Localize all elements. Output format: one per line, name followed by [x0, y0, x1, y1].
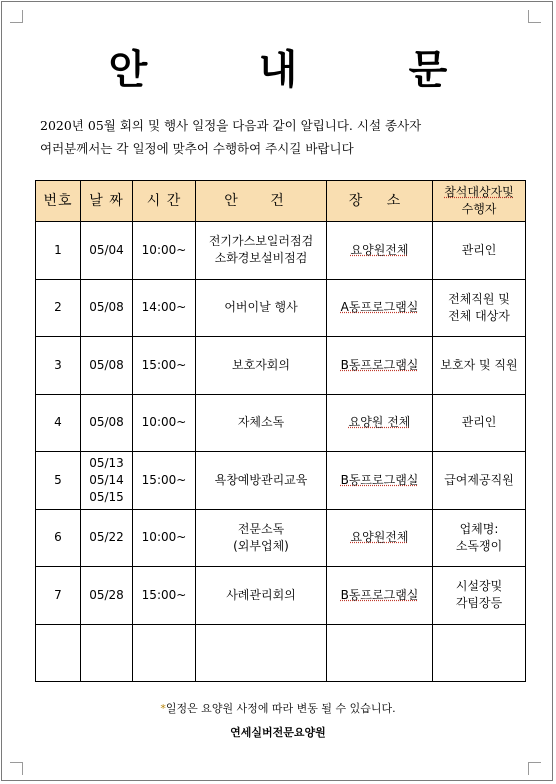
- cell-date: [81, 509, 133, 567]
- cell-attendee: [433, 279, 526, 337]
- cell-date: [81, 279, 133, 337]
- cell-time: 10:00~: [133, 222, 196, 280]
- cell-agenda: [196, 567, 327, 625]
- cell-no: 5: [36, 452, 81, 510]
- cell-date: [81, 624, 133, 682]
- cell-date: [81, 452, 133, 510]
- cell-time: 15:00~: [133, 567, 196, 625]
- intro-line-1: 2020년 05월 회의 및 행사 일정을 다음과 같이 알립니다. 시설 종사자: [40, 118, 422, 133]
- header-date: 날 짜: [81, 181, 133, 222]
- cell-date-line: 05/28: [89, 587, 124, 602]
- cell-attendee-line: 소독쟁이: [455, 538, 503, 553]
- cell-attendee-line: 보호자 및 직원: [440, 357, 518, 372]
- cell-date: [81, 394, 133, 452]
- document-title: [0, 40, 556, 92]
- title-char-2: 내: [258, 45, 298, 93]
- header-attendee: [433, 181, 526, 222]
- cell-time: 15:00~: [133, 452, 196, 510]
- table-row: [36, 452, 526, 510]
- header-agenda: 안 건: [196, 181, 327, 222]
- table-header-row: [36, 181, 526, 222]
- cell-no: 7: [36, 567, 81, 625]
- header-attendee-line-1: 참석대상자및: [444, 185, 514, 199]
- cell-attendee: [433, 222, 526, 280]
- cell-attendee: [433, 567, 526, 625]
- cell-attendee: [433, 394, 526, 452]
- cell-agenda: [196, 394, 327, 452]
- cell-agenda-line: 욕창예방관리교육: [214, 472, 308, 487]
- cell-no: 4: [36, 394, 81, 452]
- table-row: [36, 394, 526, 452]
- cell-no: 6: [36, 509, 81, 567]
- cell-date-line: 05/14: [89, 472, 124, 487]
- cell-attendee-line: 급여제공직원: [444, 472, 514, 487]
- intro-line-2: 여러분께서는 각 일정에 맞추어 수행하여 주시길 바랍니다: [40, 141, 354, 156]
- header-attendee-line-2: 수행자: [461, 202, 497, 216]
- cell-place: 요양원 전체: [327, 394, 433, 452]
- cell-date: [81, 222, 133, 280]
- cell-agenda: [196, 509, 327, 567]
- cell-date: [81, 337, 133, 395]
- cell-agenda: [196, 337, 327, 395]
- cell-place: 요양원전체: [327, 509, 433, 567]
- cell-attendee-line: 관리인: [461, 242, 497, 257]
- cell-date: [81, 567, 133, 625]
- cell-no: 3: [36, 337, 81, 395]
- cell-no: 2: [36, 279, 81, 337]
- cell-place: B동프로그램실: [327, 567, 433, 625]
- table-row: [36, 567, 526, 625]
- cell-time: 14:00~: [133, 279, 196, 337]
- cell-agenda-line: 사례관리회의: [226, 587, 296, 602]
- cell-attendee: [433, 624, 526, 682]
- cell-agenda-line: 자체소독: [237, 415, 285, 430]
- cell-attendee-line: 시설장및: [455, 579, 503, 594]
- cell-attendee: [433, 509, 526, 567]
- table-row: [36, 279, 526, 337]
- header-time: 시 간: [133, 181, 196, 222]
- cell-attendee-line: 관리인: [461, 415, 497, 430]
- table-row: [36, 509, 526, 567]
- cell-date-line: 05/04: [89, 242, 124, 257]
- cell-attendee-line: 전체 대상자: [448, 308, 510, 323]
- cell-place: A동프로그램실: [327, 279, 433, 337]
- intro-paragraph: [40, 114, 530, 160]
- cell-time: 15:00~: [133, 337, 196, 395]
- cell-time: 10:00~: [133, 394, 196, 452]
- facility-name: 연세실버전문요양원: [230, 726, 326, 739]
- cell-time: [133, 624, 196, 682]
- crop-mark-bottom-right: [528, 762, 541, 775]
- cell-date-line: 05/22: [89, 530, 124, 545]
- cell-date-line: 05/08: [89, 300, 124, 315]
- note-asterisk: *: [160, 702, 166, 715]
- crop-mark-bottom-left: [10, 762, 23, 775]
- crop-mark-top-right: [528, 10, 541, 23]
- schedule-note: [0, 700, 556, 716]
- cell-place: B동프로그램실: [327, 337, 433, 395]
- schedule-table: [35, 180, 526, 682]
- cell-agenda-line: (외부업체): [233, 538, 289, 553]
- cell-attendee-line: 각팀장등: [455, 596, 503, 611]
- cell-agenda-line: 전기가스보일러점검: [208, 234, 314, 249]
- cell-agenda: [196, 222, 327, 280]
- table-row: [36, 624, 526, 682]
- cell-place: 요양원전체: [327, 222, 433, 280]
- cell-agenda-line: 전문소독: [237, 521, 285, 536]
- cell-date-line: 05/08: [89, 415, 124, 430]
- cell-date-line: 05/08: [89, 357, 124, 372]
- cell-no: [36, 624, 81, 682]
- cell-attendee-line: 전체직원 및: [448, 291, 510, 306]
- crop-mark-top-left: [10, 10, 23, 23]
- cell-agenda: [196, 452, 327, 510]
- title-char-1: 안: [108, 45, 148, 93]
- note-text: 일정은 요양원 사정에 따라 변동 될 수 있습니다.: [165, 702, 396, 715]
- cell-time: 10:00~: [133, 509, 196, 567]
- cell-no: 1: [36, 222, 81, 280]
- cell-date-line: 05/13: [89, 455, 124, 470]
- header-no: 번호: [36, 181, 81, 222]
- table-row: [36, 222, 526, 280]
- cell-attendee-line: 업체명:: [459, 521, 499, 536]
- cell-agenda-line: 어버이날 행사: [224, 300, 298, 315]
- cell-attendee: [433, 337, 526, 395]
- cell-agenda: [196, 624, 327, 682]
- cell-agenda-line: 소화경보설비점검: [214, 251, 308, 266]
- cell-date-line: 05/15: [89, 489, 124, 504]
- table-row: [36, 337, 526, 395]
- header-place: 장 소: [327, 181, 433, 222]
- title-char-3: 문: [408, 45, 448, 93]
- cell-agenda-line: 보호자회의: [232, 357, 290, 372]
- cell-place: B동프로그램실: [327, 452, 433, 510]
- cell-place: [327, 624, 433, 682]
- cell-attendee: [433, 452, 526, 510]
- cell-agenda: [196, 279, 327, 337]
